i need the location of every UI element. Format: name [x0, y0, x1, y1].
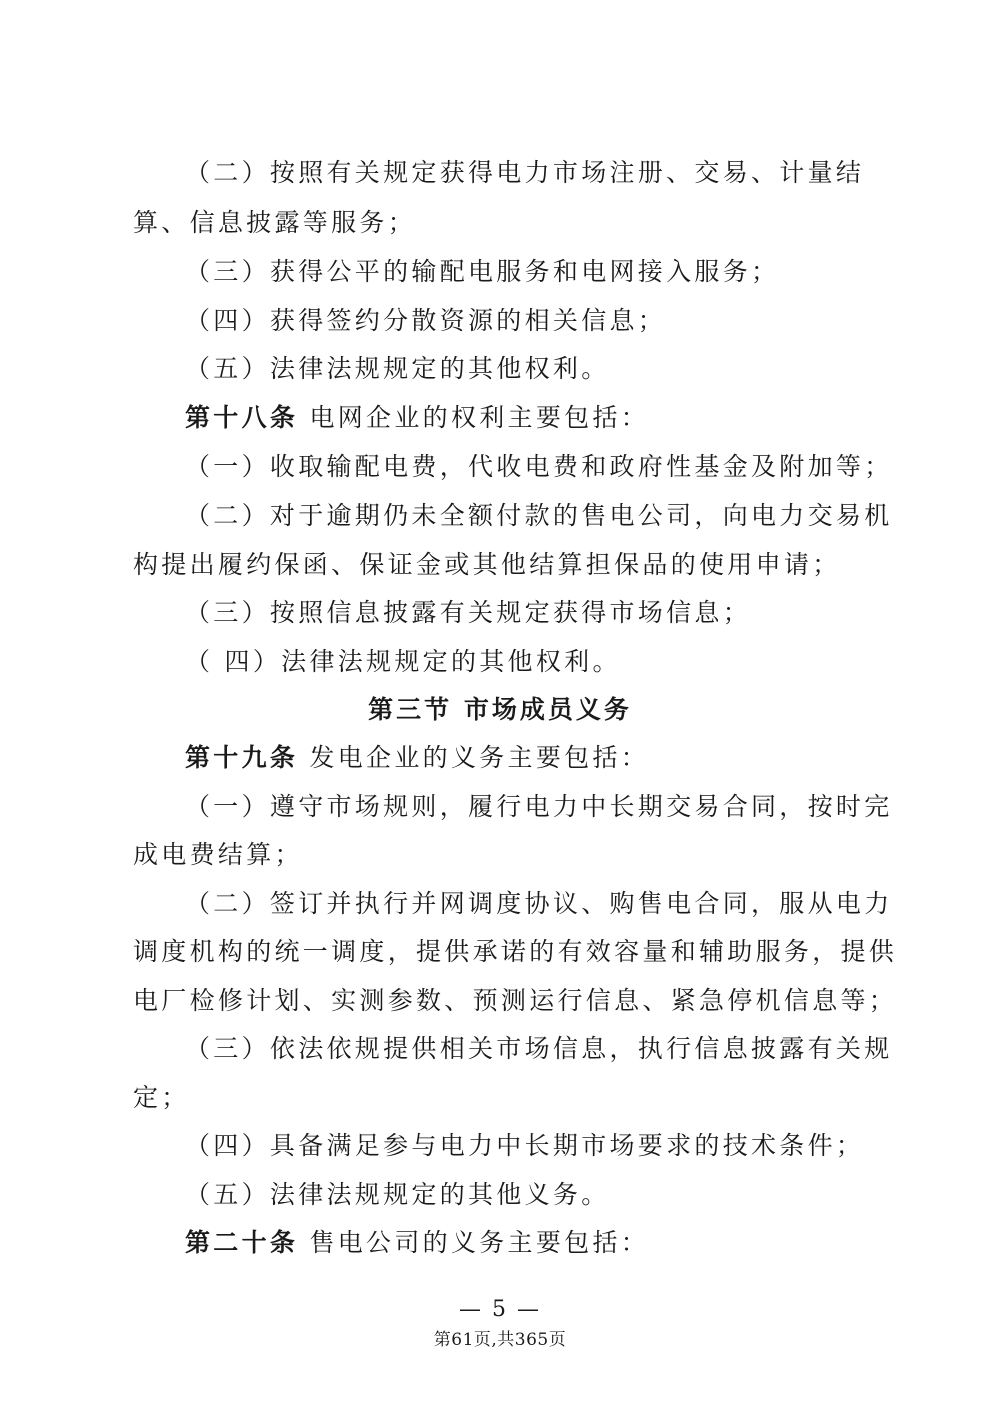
- body-line: （一）遵守市场规则，履行电力中长期交易合同，按时完: [185, 792, 893, 821]
- body-line: 电厂检修计划、实测参数、预测运行信息、紧急停机信息等；: [133, 986, 898, 1015]
- article-number: 第二十条: [185, 1228, 299, 1257]
- body-line: 调度机构的统一调度，提供承诺的有效容量和辅助服务，提供: [133, 937, 898, 966]
- article-text: 电网企业的权利主要包括：: [309, 403, 650, 432]
- article-number: 第十八条: [185, 403, 299, 432]
- article-20: [185, 1228, 649, 1258]
- section-title: 第三节 市场成员义务: [368, 695, 632, 724]
- article-number: 第十九条: [185, 743, 299, 772]
- body-line: （二）签订并执行并网调度协议、购售电合同，服从电力: [185, 889, 893, 918]
- article-18: [185, 403, 649, 433]
- body-line: （一）收取输配电费，代收电费和政府性基金及附加等；: [185, 452, 893, 481]
- article-text: 售电公司的义务主要包括：: [309, 1228, 650, 1257]
- body-line: 算、信息披露等服务；: [133, 208, 417, 237]
- body-line: （三）获得公平的输配电服务和电网接入服务；: [185, 257, 780, 286]
- body-line: （四）具备满足参与电力中长期市场要求的技术条件；: [185, 1131, 865, 1160]
- article-text: 发电企业的义务主要包括：: [309, 743, 650, 772]
- body-line: （三）依法依规提供相关市场信息，执行信息披露有关规: [185, 1034, 893, 1063]
- body-line: 成电费结算；: [133, 840, 303, 869]
- page-number: — 5 —: [459, 1297, 541, 1322]
- body-line: （三）按照信息披露有关规定获得市场信息；: [185, 598, 752, 627]
- page-count: 第61页,共365页: [433, 1330, 567, 1350]
- body-line: 定；: [133, 1083, 190, 1112]
- body-line: （二）按照有关规定获得电力市场注册、交易、计量结: [185, 158, 865, 187]
- body-line: （五）法律法规规定的其他义务。: [185, 1180, 610, 1209]
- body-line: （二）对于逾期仍未全额付款的售电公司，向电力交易机: [185, 501, 893, 530]
- article-19: [185, 743, 649, 773]
- body-line: （五）法律法规规定的其他权利。: [185, 354, 610, 383]
- body-line: 构提出履约保函、保证金或其他结算担保品的使用申请；: [133, 550, 841, 579]
- body-line: （ 四）法律法规规定的其他权利。: [185, 647, 621, 676]
- body-line: （四）获得签约分散资源的相关信息；: [185, 306, 667, 335]
